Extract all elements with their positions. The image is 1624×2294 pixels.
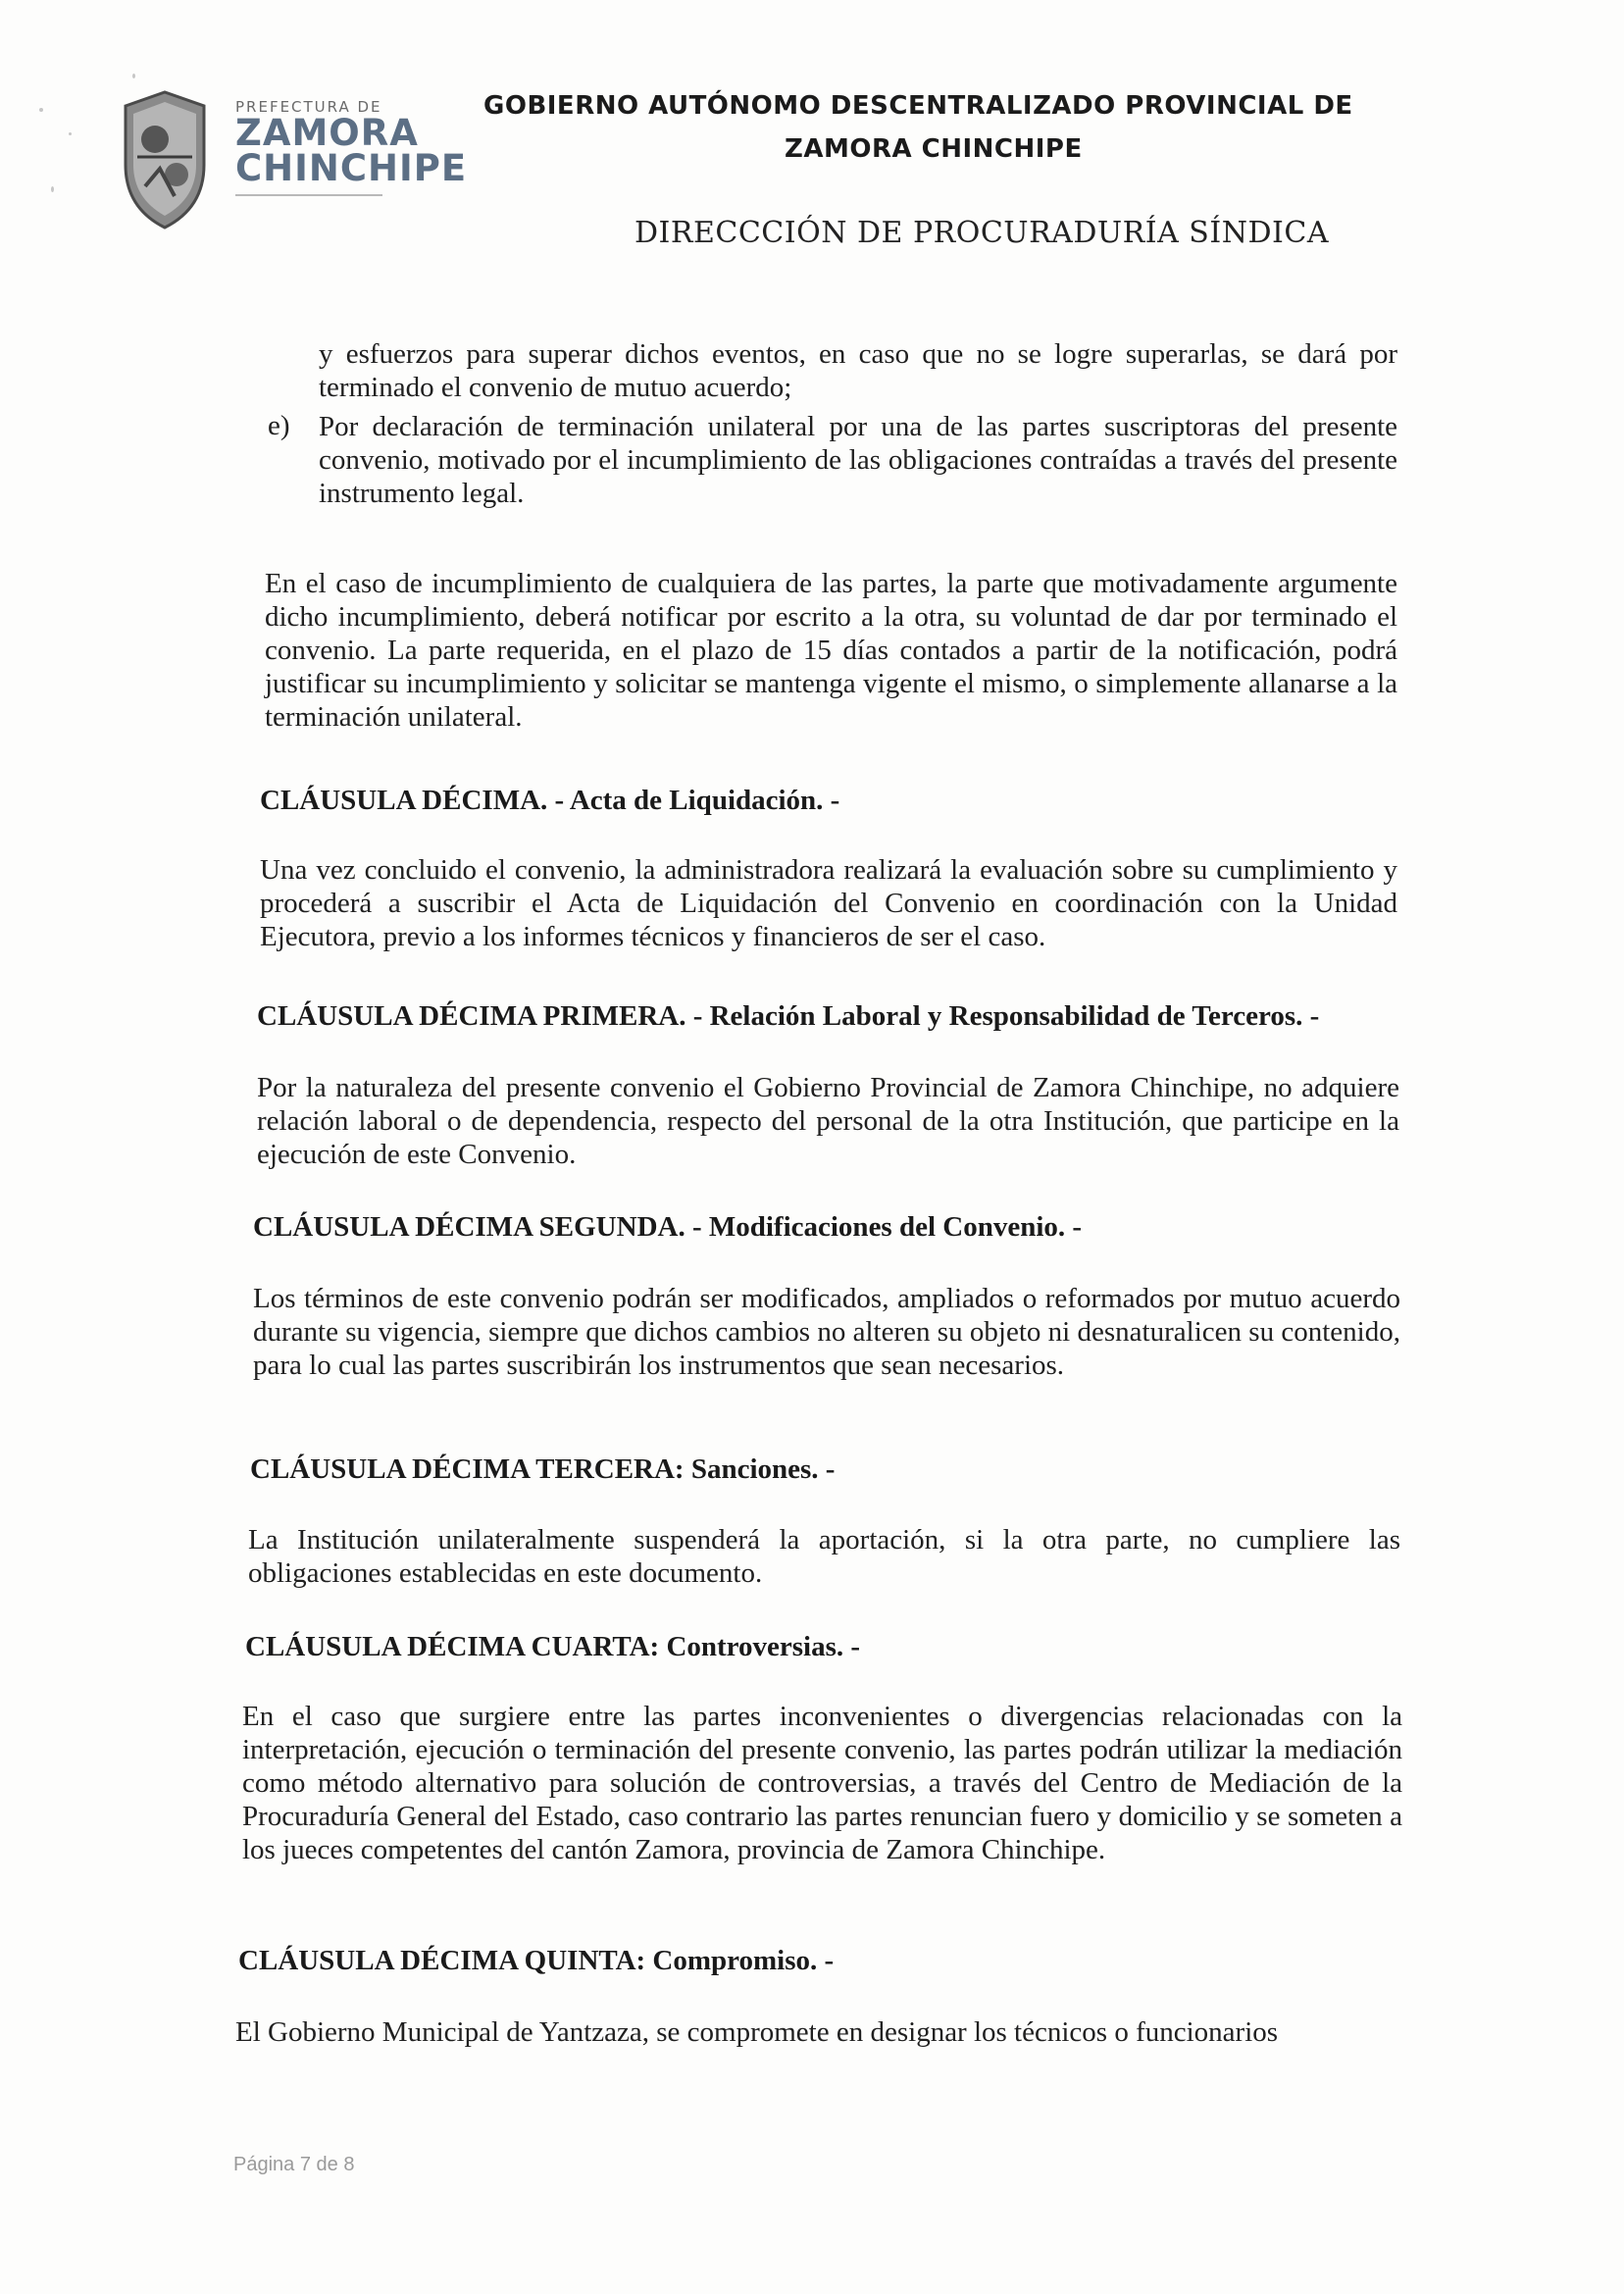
clause-10-heading: CLÁUSULA DÉCIMA. - Acta de Liquidación. - <box>260 785 840 816</box>
clause-15-heading: CLÁUSULA DÉCIMA QUINTA: Compromiso. - <box>238 1945 835 1976</box>
scan-speck <box>69 132 72 135</box>
scan-speck <box>132 74 135 78</box>
clause-11-heading: CLÁUSULA DÉCIMA PRIMERA. - Relación Laboral y Responsabilidad de Terceros. - <box>257 1000 1320 1032</box>
scan-speck <box>51 186 54 192</box>
paragraph-incumplimiento: En el caso de incumplimiento de cualquiera de las partes, la parte que motivadamente argumente dicho incumplimiento, deberá notificar por escrito a la otra, su voluntad de dar por terminado el convenio. La parte requerida, en el plazo de 15 días contados a partir de la notificación, podrá justificar su incumplimiento y solicitar se mantenga vigente el mismo, o simplemente allanarse a la terminación unilateral. <box>265 568 1397 733</box>
clause-12-heading: CLÁUSULA DÉCIMA SEGUNDA. - Modificaciones del Convenio. - <box>253 1211 1083 1243</box>
clause-14-heading: CLÁUSULA DÉCIMA CUARTA: Controversias. - <box>245 1631 861 1662</box>
clause-13-text: La Institución unilateralmente suspenderá la aportación, si la otra parte, no cumpliere las obligaciones establecidas en este documento. <box>248 1524 1400 1589</box>
brand-line-2: CHINCHIPE <box>235 147 468 189</box>
clause-14-text: En el caso que surgiere entre las partes inconvenientes o divergencias relacionadas con la interpretación, ejecución o terminación del presente convenio, las partes podrán utilizar la mediación como método alternativo para solución de controversias, a través del Centro de Mediación de la Procuraduría General del Estado, caso contrario las partes renuncian fuero y domicilio y se someten a los jueces competentes del cantón Zamora, provincia de Zamora Chinchipe. <box>242 1701 1402 1865</box>
clause-10-text: Una vez concluido el convenio, la administradora realizará la evaluación sobre su cumplimiento y procederá a suscribir el Acta de Liquidación del Convenio en coordinación con la Unidad Ejecutora, previo a los informes técnicos y financieros de ser el caso. <box>260 854 1397 952</box>
government-title-line-1: GOBIERNO AUTÓNOMO DESCENTRALIZADO PROVINCIAL DE <box>483 91 1353 121</box>
prefectura-shield-logo <box>116 88 214 235</box>
department-title: DIRECCCIÓN DE PROCURADURÍA SÍNDICA <box>634 216 1329 250</box>
paragraph-item-d-continuation: y esfuerzos para superar dichos eventos, en caso que no se logre superarlas, se dará por terminado el convenio de mutuo acuerdo; <box>319 338 1397 403</box>
brand-underline <box>235 194 382 196</box>
scan-speck <box>39 108 43 112</box>
brand-small-text: PREFECTURA DE <box>235 98 382 116</box>
item-e-letter: e) <box>268 410 290 441</box>
government-title-line-2: ZAMORA CHINCHIPE <box>785 134 1083 164</box>
page-number: Página 7 de 8 <box>233 2154 355 2175</box>
clause-11-text: Por la naturaleza del presente convenio el Gobierno Provincial de Zamora Chinchipe, no adquiere relación laboral o de dependencia, respecto del personal de la otra Institución, que participe en la ejecución de este Convenio. <box>257 1072 1399 1170</box>
clause-12-text: Los términos de este convenio podrán ser modificados, ampliados o reformados por mutuo acuerdo durante su vigencia, siempre que dichos cambios no alteren su objeto ni desnaturalicen su contenido, para lo cual las partes suscribirán los instrumentos que sean necesarios. <box>253 1283 1400 1381</box>
prefectura-brand <box>235 98 468 196</box>
clause-13-heading: CLÁUSULA DÉCIMA TERCERA: Sanciones. - <box>250 1453 836 1485</box>
item-e-text: Por declaración de terminación unilateral por una de las partes suscriptoras del presente convenio, motivado por el incumplimiento de las obligaciones contraídas a través del presente instrumento legal. <box>319 411 1397 509</box>
brand-line-1: ZAMORA <box>235 112 419 154</box>
clause-15-text: El Gobierno Municipal de Yantzaza, se compromete en designar los técnicos o funcionarios <box>235 2016 1279 2048</box>
